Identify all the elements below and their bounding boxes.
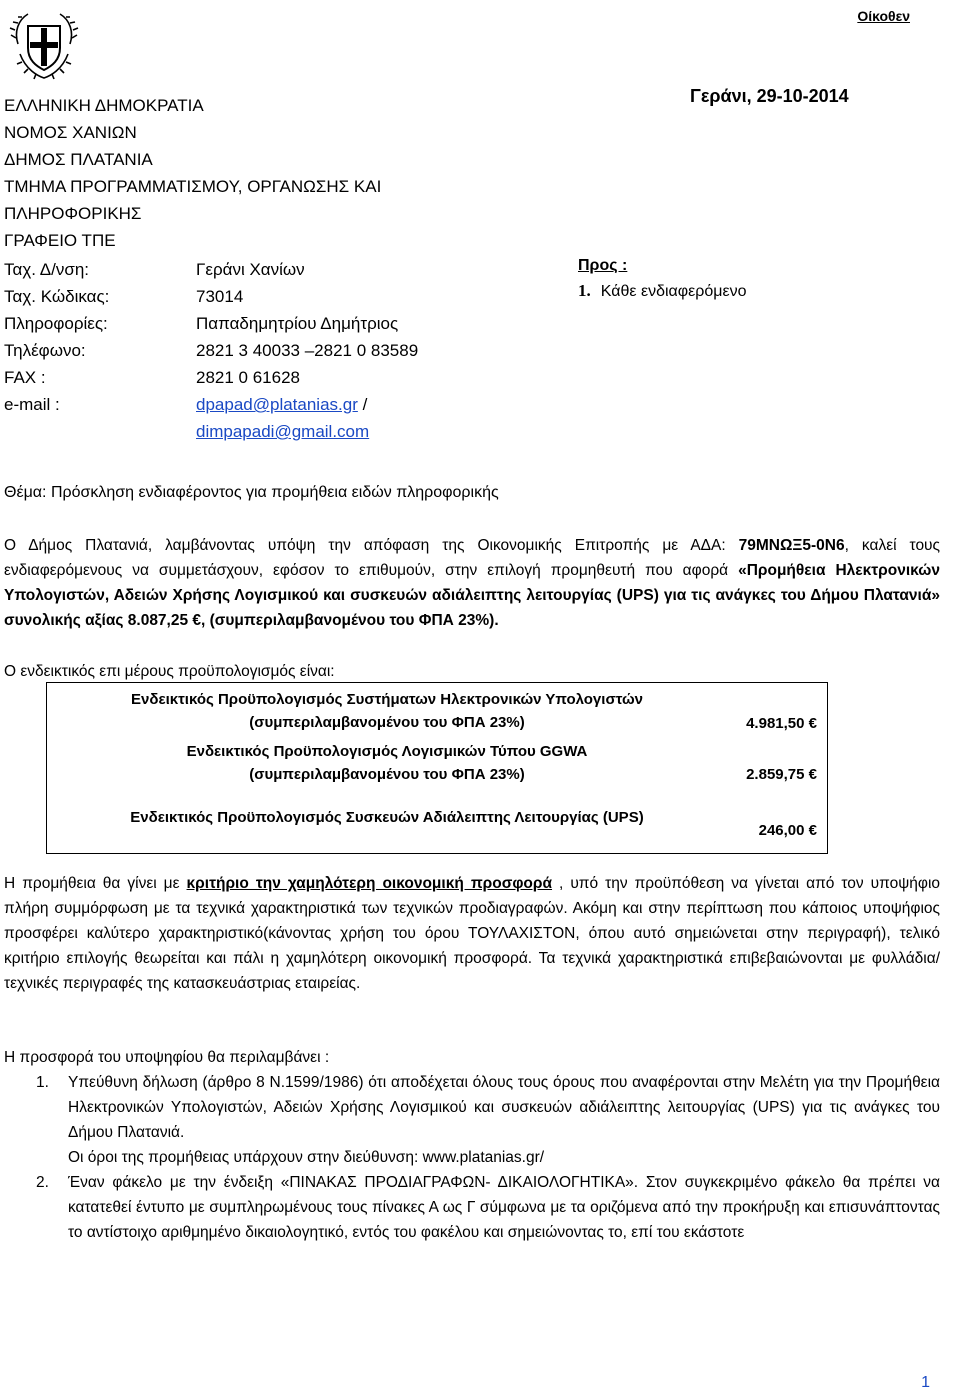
contact-label: Ταχ. Κώδικας: [4,287,110,306]
greek-emblem-icon [4,4,84,84]
intro-paragraph [4,533,940,633]
budget-desc-line: Ενδεικτικός Προϋπολογισμός Συσκευών Αδιάλειπτης Λειτουργίας (UPS) [130,809,644,826]
organization-header [4,92,381,254]
ada-code: 79ΜΝΩΞ5-0Ν6 [738,537,845,554]
offer-intro: Η προσφορά του υποψηφίου θα περιλαμβάνει : [4,1049,330,1066]
subject-line: Θέμα: Πρόσκληση ενδιαφέροντος για προμήθεια ειδών πληροφορικής [4,484,499,501]
budget-amount: 246,00 € [758,822,817,839]
criteria-text-2: , υπό την προϋπόθεση να γίνεται από τον υποψήφιο πλήρη συμμόρφωση με τα τεχνικά χαρακτηριστικά των τεχνικών προδιαγραφών. Ακόμη και στην περίπτωση που κάποιος υποψήφιος προσφέρει καλύτερο χαρακτηριστικό(κάνοντας χρήση του όρου ΤΟΥΛΑΧΙΣΤΟΝ, όπου αυτό σημειώνεται στην περιγραφή), τελικό κριτήριο επιλογής θεωρείται και πάλι η χαμηλότερη οικονομική προσφορά. Τα τεχνικά χαρακτηριστικά επιβεβαιώνονται με φυλλάδια/τεχνικές περιγραφές της κατασκευάστριας εταιρείας. [4,875,941,992]
list-item-number: 2. [36,1174,49,1191]
email-separator: / [357,395,368,414]
contact-row [4,364,418,391]
org-line: ΝΟΜΟΣ ΧΑΝΙΩΝ [4,123,137,142]
budget-desc [47,688,727,734]
budget-table [46,682,828,854]
budget-desc-line: (συμπεριλαμβανομένου του ΦΠΑ 23%) [249,714,525,731]
contact-value: Γεράνι Χανίων [196,260,305,279]
criteria-paragraph [4,871,940,996]
budget-desc-line: Ενδεικτικός Προϋπολογισμός Λογισμικών Τύπου GGWA [186,743,588,760]
list-item-number: 1. [36,1074,49,1091]
contact-label: Τηλέφωνο: [4,341,86,360]
contact-row-email [4,391,418,445]
email-link-2[interactable]: dimpapadi@gmail.com [196,422,370,441]
email-link-1[interactable]: dpapad@platanias.gr [196,395,358,414]
document-date: Γεράνι, 29-10-2014 [690,86,849,106]
budget-amount: 2.859,75 € [746,766,817,783]
contact-block [4,256,418,445]
org-line: ΕΛΛΗΝΙΚΗ ΔΗΜΟΚΡΑΤΙΑ [4,96,204,115]
list-item-extra: Οι όροι της προμήθειας υπάρχουν στην διεύθυνση: www.platanias.gr/ [68,1149,545,1166]
contact-row [4,283,418,310]
list-item [4,1070,940,1170]
contact-label: Ταχ. Δ/νση: [4,260,90,279]
org-line: ΤΜΗΜΑ ΠΡΟΓΡΑΜΜΑΤΙΣΜΟΥ, ΟΡΓΑΝΩΣΗΣ ΚΑΙ [4,177,382,196]
contact-value: 73014 [196,287,244,306]
intro-text-2: , καλεί τους ενδιαφερόμενους να συμμετάσχουν, εφόσον το επιθυμούν, στην επιλογή προμηθευτή που αφορά [4,537,941,579]
recipient-number: 1. [578,281,591,300]
recipient-label: Προς : [578,257,628,274]
list-item-text: Έναν φάκελο με την ένδειξη «ΠΙΝΑΚΑΣ ΠΡΟΔΙΑΓΡΑΦΩΝ- ΔΙΚΑΙΟΛΟΓΗΤΙΚΑ». Στον συγκεκριμένο φάκελο θα πρέπει να κατατεθεί έντυπο με συμπληρωμένους τους πίνακες Α ως Γ σύμφωνα με τα οριζόμενα από την προκήρυξη και επισυνάπτοντας το αντίστοιχο αριθμημένο δικαιολογητικό, εντός του φακέλου και σημειώνοντας το, επί του εκάστοτε [68,1174,940,1241]
contact-row [4,310,418,337]
criteria-highlight: κριτήριο την χαμηλότερη οικονομική προσφορά [186,875,553,892]
page-number: 1 [921,1374,930,1391]
procurement-title: «Προμήθεια Ηλεκτρονικών Υπολογιστών, Αδειών Χρήσης Λογισμικού και συσκευών αδιάλειπτης λειτουργίας (UPS) για τις ανάγκες του Δήμου Πλατανιά» συνολικής αξίας [4,562,940,629]
recipient-text: Κάθε ενδιαφερόμενο [600,283,747,300]
contact-label: FAX : [4,368,46,387]
org-line: ΔΗΜΟΣ ΠΛΑΤΑΝΙΑ [4,150,153,169]
intro-text: Ο Δήμος Πλατανιά, λαμβάνοντας υπόψη την απόφαση της Οικονομικής Επιτροπής με ΑΔΑ: [4,537,739,554]
budget-desc [47,806,727,829]
contact-row [4,256,418,283]
contact-value: 2821 0 61628 [196,368,300,387]
top-link[interactable]: Οίκοθεν [857,8,910,24]
list-item [4,1170,940,1245]
list-item-text: Υπεύθυνη δήλωση (άρθρο 8 Ν.1599/1986) ότι αποδέχεται όλους τους όρους που αναφέρονται στην Μελέτη για την Προμήθεια Ηλεκτρονικών Υπολογιστών, Αδειών Χρήσης Λογισμικού και συσκευών αδιάλειπτης λειτουργίας (UPS) για τις ανάγκες του Δήμου Πλατανιά. [68,1074,940,1141]
recipient-item [578,281,747,301]
contact-label: Πληροφορίες: [4,314,108,333]
budget-desc [47,740,727,786]
org-line: ΠΛΗΡΟΦΟΡΙΚΗΣ [4,204,142,223]
criteria-text: Η προμήθεια θα γίνει με [4,875,187,892]
budget-desc-line: (συμπεριλαμβανομένου του ΦΠΑ 23%) [249,766,525,783]
contact-value: 2821 3 40033 –2821 0 83589 [196,341,419,360]
contact-value: Παπαδημητρίου Δημήτριος [196,314,399,333]
contact-row [4,337,418,364]
org-line: ΓΡΑΦΕΙΟ ΤΠΕ [4,231,116,250]
budget-amount: 4.981,50 € [746,715,817,732]
budget-desc-line: Ενδεικτικός Προϋπολογισμός Συστήματων Ηλεκτρονικών Υπολογιστών [131,691,643,708]
total-value: 8.087,25 €, (συμπεριλαμβανομένου του ΦΠΑ 23%). [127,612,499,629]
email-label: e-mail : [4,395,60,414]
requirements-list [4,1070,940,1245]
budget-intro: Ο ενδεικτικός επι μέρους προϋπολογισμός είναι: [4,663,335,680]
